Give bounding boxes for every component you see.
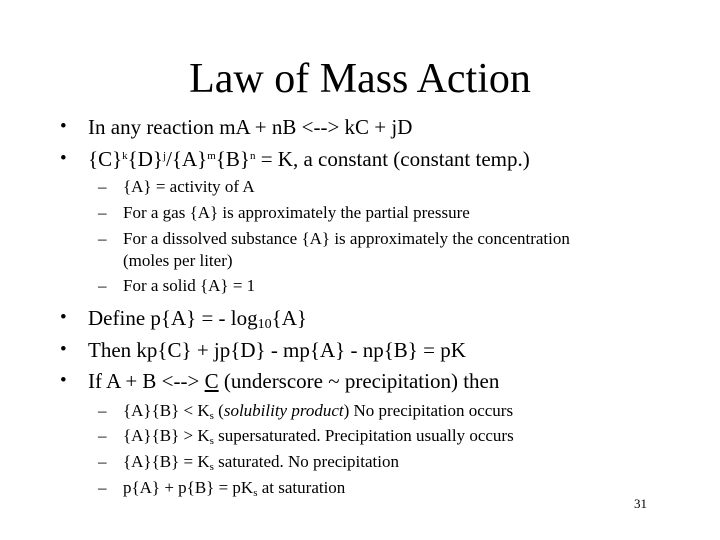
slide-title: Law of Mass Action xyxy=(189,56,531,102)
text-run: (underscore ~ precipitation) then xyxy=(218,369,500,393)
text-run: {B} xyxy=(215,147,250,171)
sub-bullet-text: {A} = activity of A xyxy=(123,177,255,196)
text-run: supersaturated. Precipitation usually occurs xyxy=(213,426,514,445)
sub-bullet-text: $\{A\}\{B\} < K_s$ (solubility product) No precipitation occurs xyxy=(123,401,514,422)
bullet-marker: • xyxy=(60,370,67,391)
underlined-text: C xyxy=(204,369,219,393)
text-run: Define p{A} = - log xyxy=(88,306,258,330)
subscript: s xyxy=(209,410,214,422)
subscript: s xyxy=(253,487,258,499)
italic-text: solubility product xyxy=(223,401,344,420)
sub-bullet-text xyxy=(123,426,514,446)
text-run: p{A} + p{B} = pK xyxy=(123,478,254,497)
dash-marker: – xyxy=(98,276,107,295)
text-run: = K, a constant (constant temp.) xyxy=(255,147,530,171)
bullet-marker: • xyxy=(60,116,67,137)
dash-marker: – xyxy=(98,452,107,471)
exponent: m xyxy=(207,150,216,162)
page-number: 31 xyxy=(634,496,647,511)
dash-marker: – xyxy=(98,203,107,222)
text-run: at saturation xyxy=(257,478,346,497)
exponent: j xyxy=(163,150,167,162)
exponent: k xyxy=(122,150,128,162)
text-run: {A}{B} = K xyxy=(123,452,210,471)
bullet-text xyxy=(88,306,307,330)
subscript: s xyxy=(209,461,214,473)
subscript: s xyxy=(209,435,214,447)
sub-bullet-text: For a dissolved substance {A} is approximately the concentration xyxy=(123,229,570,248)
dash-marker: – xyxy=(98,478,107,497)
text-run: {C} xyxy=(88,147,123,171)
sub-bullet-text xyxy=(123,452,399,472)
text-run: No precipitation occurs xyxy=(349,401,514,420)
text-run: {A}{B} < K xyxy=(123,401,210,420)
bullet-marker: • xyxy=(60,307,67,328)
text-run: {D} xyxy=(127,147,163,171)
text-run: {A}{B} > K xyxy=(123,426,210,445)
subscript: 10 xyxy=(257,317,272,332)
bullet-text xyxy=(88,147,530,171)
sub-bullet-text: For a solid {A} = 1 xyxy=(123,276,256,295)
dash-marker: – xyxy=(98,229,107,248)
dash-marker: – xyxy=(98,177,107,196)
text-run: /{A} xyxy=(166,147,208,171)
bullet-text: Then kp{C} + jp{D} - mp{A} - np{B} = pK xyxy=(88,338,466,362)
bullet-text xyxy=(88,369,499,393)
text-run: {A} xyxy=(271,306,307,330)
text-run: If A + B <--> xyxy=(88,369,205,393)
text-run: saturated. No precipitation xyxy=(213,452,399,471)
bullet-marker: • xyxy=(60,339,67,360)
exponent: n xyxy=(249,150,256,162)
dash-marker: – xyxy=(98,426,107,445)
sub-bullet-text xyxy=(123,478,345,498)
bullet-text: In any reaction mA + nB <--> kC + jD xyxy=(88,115,413,139)
sub-bullet-text: For a gas {A} is approximately the partial pressure xyxy=(123,203,470,222)
sub-bullet-text: (moles per liter) xyxy=(123,251,233,270)
bullet-marker: • xyxy=(60,148,67,169)
dash-marker: – xyxy=(98,401,107,420)
